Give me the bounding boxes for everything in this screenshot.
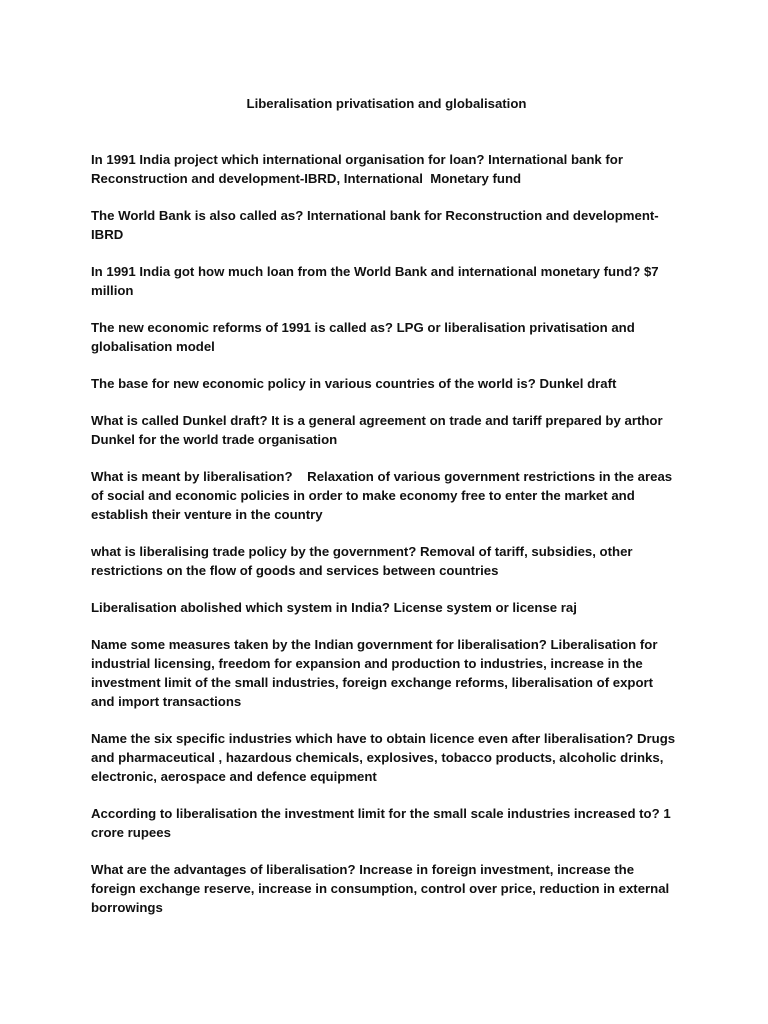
- qa-paragraph: In 1991 India project which international organisation for loan? International bank for Reconstruction and development-IBRD, International Monetary fund: [91, 152, 627, 186]
- qa-paragraph: What is meant by liberalisation? Relaxation of various government restrictions in the areas of social and economic policies in order to make economy free to enter the market and establish their venture in the country: [91, 469, 676, 522]
- qa-paragraph: What are the advantages of liberalisation? Increase in foreign investment, increase the foreign exchange reserve, increase in consumption, control over price, reduction in external borrowings: [91, 862, 673, 915]
- qa-paragraph: The new economic reforms of 1991 is called as? LPG or liberalisation privatisation and globalisation model: [91, 320, 639, 354]
- qa-paragraph: According to liberalisation the investment limit for the small scale industries increased to? 1 crore rupees: [91, 806, 675, 840]
- qa-paragraph: What is called Dunkel draft? It is a general agreement on trade and tariff prepared by arthor Dunkel for the world trade organisation: [91, 413, 667, 447]
- qa-paragraph: The World Bank is also called as? International bank for Reconstruction and development-IBRD: [91, 208, 659, 242]
- qa-paragraph: Name some measures taken by the Indian government for liberalisation? Liberalisation for industrial licensing, freedom for expansion and production to industries, increase in the investment limit of the small industries, foreign exchange reforms, liberalisation of export and import transactions: [91, 637, 662, 709]
- qa-paragraph: Name the six specific industries which have to obtain licence even after liberalisation? Drugs and pharmaceutical , hazardous chemicals, explosives, tobacco products, alcoholic drinks, electronic, aerospace and defence equipment: [91, 731, 679, 784]
- qa-paragraph: what is liberalising trade policy by the government? Removal of tariff, subsidies, other restrictions on the flow of goods and services between countries: [91, 544, 637, 578]
- qa-paragraph: The base for new economic policy in various countries of the world is? Dunkel draft: [91, 376, 617, 391]
- document-title: Liberalisation privatisation and globalisation: [246, 96, 527, 111]
- qa-paragraph: Liberalisation abolished which system in India? License system or license raj: [91, 600, 577, 615]
- qa-paragraph: In 1991 India got how much loan from the World Bank and international monetary fund? $7 million: [91, 264, 663, 298]
